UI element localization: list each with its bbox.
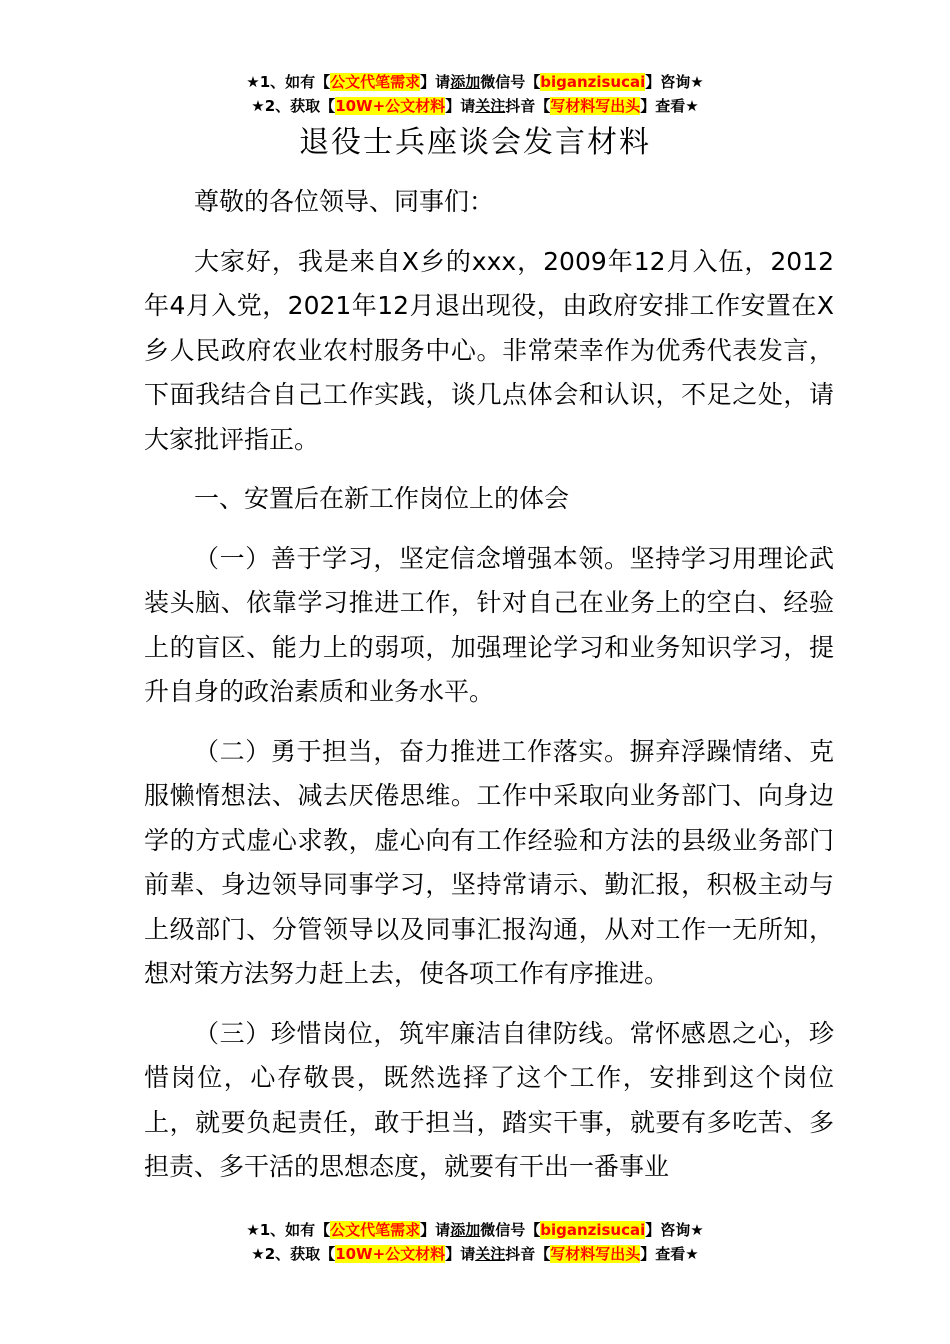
salutation: 尊敬的各位领导、同事们： [194, 187, 495, 216]
promo-banner-top [0, 70, 950, 118]
promo-highlight: 10W+公文材料 [335, 97, 446, 115]
promo-line-1: ★1、如有【公文代笔需求】请添加微信号【biganzisucai】咨询★ [246, 73, 704, 91]
promo-highlight: 公文代笔需求 [330, 73, 421, 91]
promo-line-1: ★1、如有【公文代笔需求】请添加微信号【biganzisucai】咨询★ [246, 1221, 704, 1239]
promo-highlight: 公文代笔需求 [330, 1221, 421, 1239]
document-body [144, 180, 834, 1205]
section-heading: 一、安置后在新工作岗位上的体会 [194, 484, 570, 513]
body-paragraph: （一）善于学习，坚定信念增强本领。坚持学习用理论武装头脑、依靠学习推进工作，针对自己在业务上的空白、经验上的盲区、能力上的弱项，加强理论学习和业务知识学习，提升自身的政治素质和业务水平。 [144, 543, 834, 706]
promo-highlight: 写材料写出头 [550, 1245, 641, 1263]
promo-highlight: 10W+公文材料 [335, 1245, 446, 1263]
promo-highlight: 写材料写出头 [550, 97, 641, 115]
promo-line-2: ★2、获取【10W+公文材料】请关注抖音【写材料写出头】查看★ [251, 97, 699, 115]
body-paragraph: （二）勇于担当，奋力推进工作落实。摒弃浮躁情绪、克服懒惰想法、减去厌倦思维。工作中采取向业务部门、向身边学的方式虚心求教，虚心向有工作经验和方法的县级业务部门前辈、身边领导同事学习，坚持常请示、勤汇报，积极主动与上级部门、分管领导以及同事汇报沟通，从对工作一无所知，想对策方法努力赶上去，使各项工作有序推进。 [144, 736, 834, 988]
document-title: 退役士兵座谈会发言材料 [299, 125, 651, 160]
promo-banner-bottom [0, 1218, 950, 1266]
body-paragraph: 大家好，我是来自X乡的xxx，2009年12月入伍，2012年4月入党，2021年12月退出现役，由政府安排工作安置在X乡人民政府农业农村服务中心。非常荣幸作为优秀代表发言，下面我结合自己工作实践，谈几点体会和认识，不足之处，请大家批评指正。 [144, 246, 834, 454]
promo-line-2: ★2、获取【10W+公文材料】请关注抖音【写材料写出头】查看★ [251, 1245, 699, 1263]
promo-highlight: biganzisucai [540, 1221, 646, 1239]
body-paragraph: （三）珍惜岗位，筑牢廉洁自律防线。常怀感恩之心，珍惜岗位，心存敬畏，既然选择了这个工作，安排到这个岗位上，就要负起责任，敢于担当，踏实干事，就要有多吃苦、多担责、多干活的思想态度，就要有干出一番事业 [144, 1018, 834, 1181]
promo-highlight: biganzisucai [540, 73, 646, 91]
